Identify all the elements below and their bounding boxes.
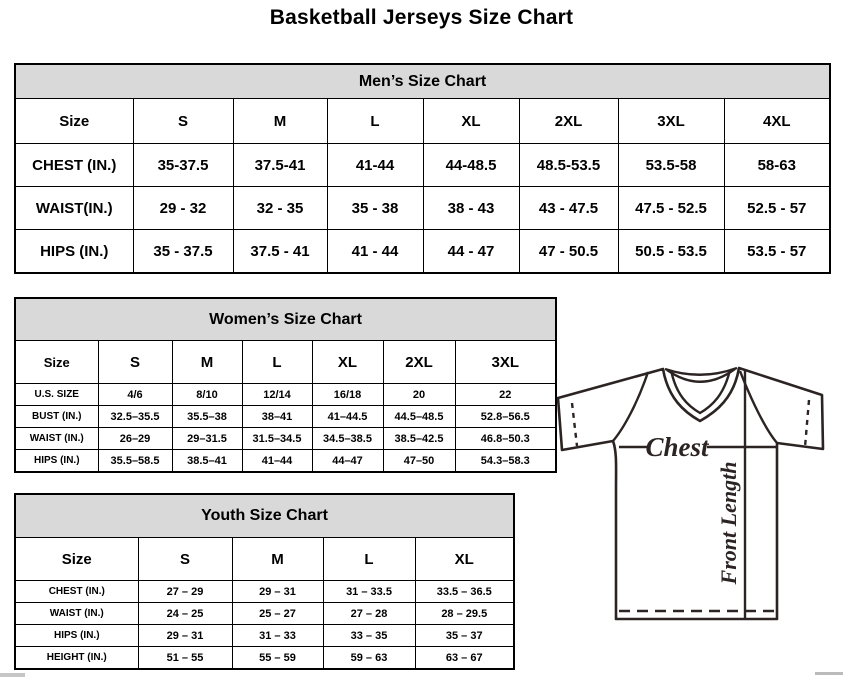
table-cell: 31.5–34.5: [242, 428, 312, 450]
mens-table-caption: Men’s Size Chart: [15, 64, 830, 99]
womens-table-caption: Women’s Size Chart: [15, 298, 556, 341]
table-row: [15, 603, 514, 625]
table-cell: 44–47: [312, 450, 383, 473]
table-cell: 35 – 37: [415, 625, 514, 647]
column-header: 4XL: [724, 99, 830, 144]
table-cell: 48.5-53.5: [519, 144, 618, 187]
table-cell: 31 – 33: [232, 625, 323, 647]
table-cell: 51 – 55: [138, 647, 232, 670]
page-title: Basketball Jerseys Size Chart: [269, 6, 574, 29]
row-label: CHEST (IN.): [15, 144, 133, 187]
table-cell: 4/6: [98, 384, 172, 406]
table-row: [15, 230, 830, 274]
table-cell: 38.5–41: [172, 450, 242, 473]
table-cell: 52.5 - 57: [724, 187, 830, 230]
table-cell: 37.5 - 41: [233, 230, 327, 274]
table-cell: 47–50: [383, 450, 455, 473]
column-header: 2XL: [519, 99, 618, 144]
table-cell: 44-48.5: [423, 144, 519, 187]
column-header: M: [232, 538, 323, 581]
column-header: S: [133, 99, 233, 144]
youth-table-caption: Youth Size Chart: [15, 494, 514, 538]
mens-size-table: [14, 63, 831, 274]
column-header: 2XL: [383, 341, 455, 384]
table-caption-row: [15, 64, 830, 99]
table-cell: 29 – 31: [138, 625, 232, 647]
table-cell: 46.8–50.3: [455, 428, 556, 450]
table-cell: 12/14: [242, 384, 312, 406]
sleeve-dash-left: [572, 403, 577, 446]
table-cell: 53.5-58: [618, 144, 724, 187]
row-label: U.S. SIZE: [15, 384, 98, 406]
table-cell: 26–29: [98, 428, 172, 450]
table-cell: 54.3–58.3: [455, 450, 556, 473]
table-cell: 32.5–35.5: [98, 406, 172, 428]
table-header-row: [15, 538, 514, 581]
jersey-diagram: [550, 358, 843, 653]
table-cell: 59 – 63: [323, 647, 415, 670]
table-cell: 50.5 - 53.5: [618, 230, 724, 274]
table-cell: 29 – 31: [232, 581, 323, 603]
table-cell: 31 – 33.5: [323, 581, 415, 603]
table-cell: 35-37.5: [133, 144, 233, 187]
table-cell: 27 – 28: [323, 603, 415, 625]
table-row: [15, 428, 556, 450]
table-cell: 28 – 29.5: [415, 603, 514, 625]
sleeve-dash-right: [805, 400, 809, 447]
table-cell: 20: [383, 384, 455, 406]
column-header: Size: [15, 538, 138, 581]
table-cell: 22: [455, 384, 556, 406]
row-label: HIPS (IN.): [15, 230, 133, 274]
table-cell: 35.5–58.5: [98, 450, 172, 473]
table-cell: 8/10: [172, 384, 242, 406]
table-row: [15, 384, 556, 406]
row-label: WAIST (IN.): [15, 428, 98, 450]
column-header: S: [138, 538, 232, 581]
table-cell: 29 - 32: [133, 187, 233, 230]
row-label: WAIST (IN.): [15, 603, 138, 625]
row-label: HIPS (IN.): [15, 625, 138, 647]
womens-size-table: [14, 297, 557, 473]
column-header: L: [327, 99, 423, 144]
table-cell: 43 - 47.5: [519, 187, 618, 230]
table-cell: 44.5–48.5: [383, 406, 455, 428]
column-header: 3XL: [618, 99, 724, 144]
column-header: Size: [15, 99, 133, 144]
column-header: M: [233, 99, 327, 144]
table-cell: 38–41: [242, 406, 312, 428]
table-cell: 16/18: [312, 384, 383, 406]
table-cell: 37.5-41: [233, 144, 327, 187]
table-row: [15, 144, 830, 187]
table-cell: 41-44: [327, 144, 423, 187]
row-label: HEIGHT (IN.): [15, 647, 138, 670]
table-cell: 27 – 29: [138, 581, 232, 603]
table-cell: 41 - 44: [327, 230, 423, 274]
table-cell: 41–44: [242, 450, 312, 473]
table-cell: 53.5 - 57: [724, 230, 830, 274]
table-row: [15, 450, 556, 473]
table-caption-row: [15, 494, 514, 538]
column-header: Size: [15, 341, 98, 384]
table-cell: 34.5–38.5: [312, 428, 383, 450]
row-label: HIPS (IN.): [15, 450, 98, 473]
table-cell: 35 - 38: [327, 187, 423, 230]
table-cell: 35 - 37.5: [133, 230, 233, 274]
table-cell: 25 – 27: [232, 603, 323, 625]
column-header: XL: [423, 99, 519, 144]
column-header: S: [98, 341, 172, 384]
column-header: XL: [415, 538, 514, 581]
table-cell: 33 – 35: [323, 625, 415, 647]
table-cell: 35.5–38: [172, 406, 242, 428]
table-row: [15, 625, 514, 647]
table-cell: 47.5 - 52.5: [618, 187, 724, 230]
column-header: L: [323, 538, 415, 581]
scrollbar-fragment-right[interactable]: [815, 672, 843, 675]
front-length-label: Front Length: [716, 461, 741, 585]
row-label: WAIST(IN.): [15, 187, 133, 230]
table-header-row: [15, 341, 556, 384]
table-cell: 41–44.5: [312, 406, 383, 428]
table-row: [15, 187, 830, 230]
table-cell: 55 – 59: [232, 647, 323, 670]
column-header: M: [172, 341, 242, 384]
row-label: CHEST (IN.): [15, 581, 138, 603]
table-caption-row: [15, 298, 556, 341]
table-cell: 38 - 43: [423, 187, 519, 230]
table-cell: 29–31.5: [172, 428, 242, 450]
table-cell: 38.5–42.5: [383, 428, 455, 450]
table-cell: 33.5 – 36.5: [415, 581, 514, 603]
table-cell: 47 - 50.5: [519, 230, 618, 274]
youth-size-table: [14, 493, 515, 670]
table-cell: 52.8–56.5: [455, 406, 556, 428]
table-cell: 32 - 35: [233, 187, 327, 230]
column-header: L: [242, 341, 312, 384]
column-header: 3XL: [455, 341, 556, 384]
row-label: BUST (IN.): [15, 406, 98, 428]
column-header: XL: [312, 341, 383, 384]
table-cell: 63 – 67: [415, 647, 514, 670]
table-cell: 58-63: [724, 144, 830, 187]
table-cell: 24 – 25: [138, 603, 232, 625]
table-row: [15, 406, 556, 428]
scrollbar-fragment-left[interactable]: [0, 673, 25, 677]
table-cell: 44 - 47: [423, 230, 519, 274]
table-row: [15, 647, 514, 670]
chest-label: Chest: [645, 432, 709, 462]
table-row: [15, 581, 514, 603]
table-header-row: [15, 99, 830, 144]
